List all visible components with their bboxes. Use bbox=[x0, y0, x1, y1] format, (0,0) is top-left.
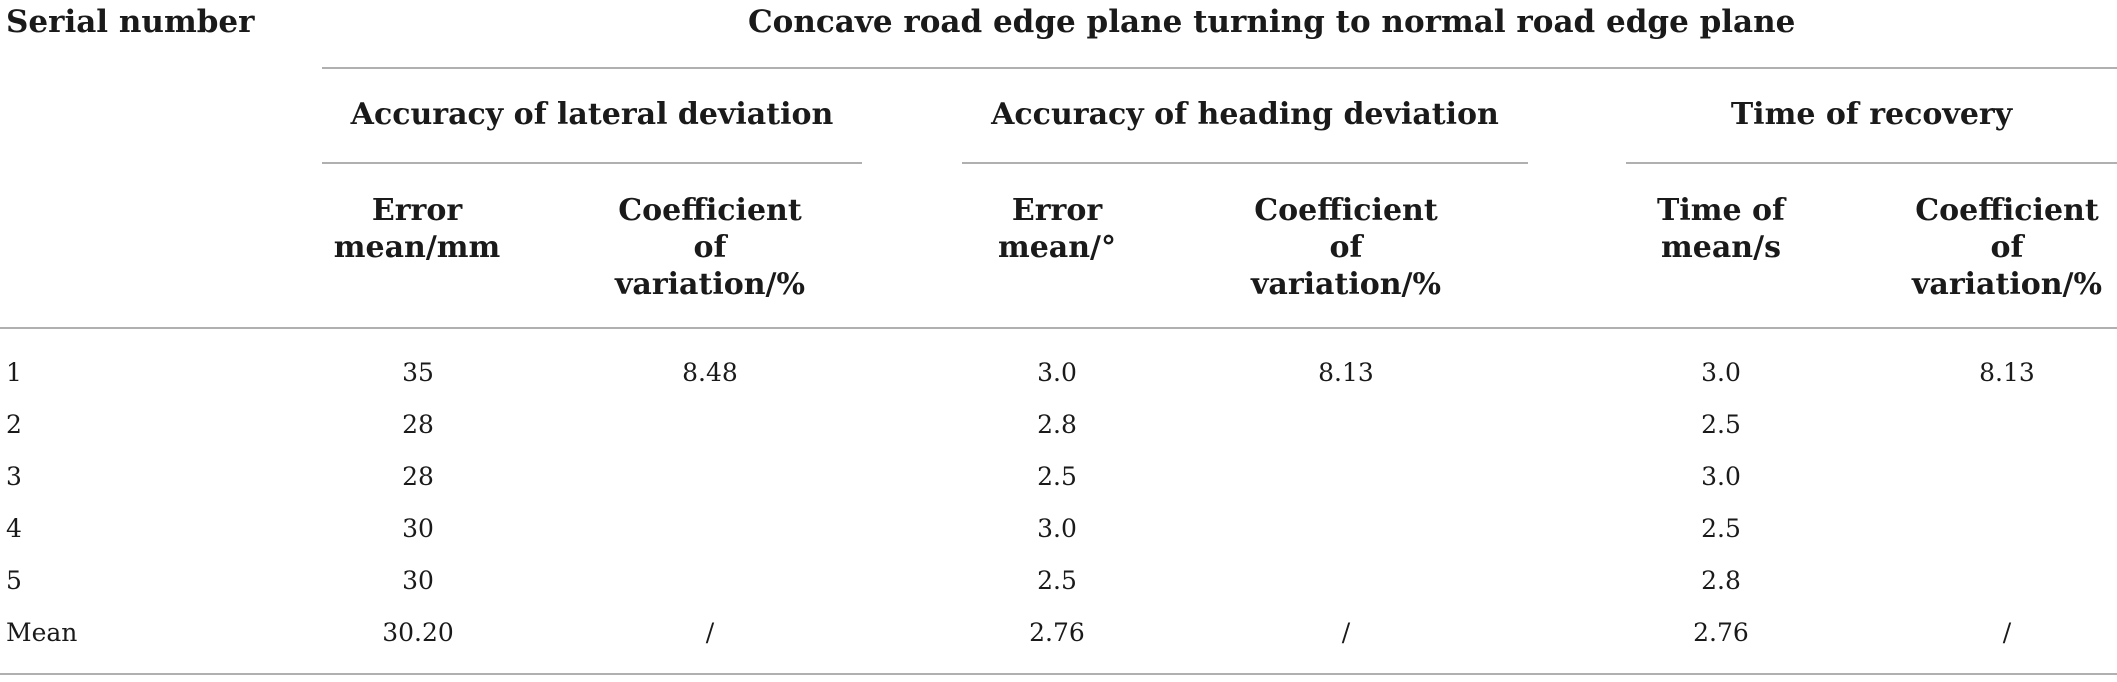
table-cell: 2.5 bbox=[1701, 410, 1741, 439]
col-header-heading-cv: Coefficient of variation/% bbox=[1250, 193, 1442, 302]
table-cell: 2.76 bbox=[1029, 618, 1085, 647]
table-cell: 30.20 bbox=[382, 618, 454, 647]
table-cell: 8.48 bbox=[682, 358, 738, 387]
row-label: 5 bbox=[6, 566, 22, 595]
table-cell: 2.76 bbox=[1693, 618, 1749, 647]
table-cell: / bbox=[2002, 618, 2012, 647]
col-header-heading-error: Error mean/° bbox=[997, 193, 1117, 265]
table-cell: 3.0 bbox=[1701, 462, 1741, 491]
row-label: 3 bbox=[6, 462, 22, 491]
recovery-rule bbox=[1626, 162, 2117, 164]
group-header-lateral: Accuracy of lateral deviation bbox=[350, 97, 834, 132]
table-cell: 3.0 bbox=[1037, 514, 1077, 543]
table-cell: 2.8 bbox=[1037, 410, 1077, 439]
group-header-recovery: Time of recovery bbox=[1730, 97, 2013, 132]
data-table: Serial number Concave road edge plane turning to normal road edge plane Accuracy of lateral deviation Accuracy of heading deviation Time of recovery Error mean/mm Coefficient of variation/% Error mean/° Coefficient of variation/% Time of mean/s Coefficient of variation/% 1 35 8.48 3.0 8.13 3.0 8.13 2 28 2.8 2.5 3 28 2.5 3.0 4 30 3.0 2.5 5 30 2.5 2.8 Mean 30.20 / 2.76 / 2.76 / bbox=[0, 0, 2117, 682]
row-label: 1 bbox=[6, 358, 22, 387]
table-cell: 30 bbox=[402, 566, 434, 595]
group-header-heading: Accuracy of heading deviation bbox=[991, 97, 1499, 132]
lateral-rule bbox=[322, 162, 862, 164]
serial-number-header: Serial number bbox=[6, 4, 255, 40]
table-cell: 28 bbox=[402, 410, 434, 439]
table-cell: 8.13 bbox=[1979, 358, 2035, 387]
table-cell: 30 bbox=[402, 514, 434, 543]
table-cell: 28 bbox=[402, 462, 434, 491]
table-cell: 3.0 bbox=[1701, 358, 1741, 387]
table-cell: 2.5 bbox=[1701, 514, 1741, 543]
col-header-lateral-cv: Coefficient of variation/% bbox=[614, 193, 806, 302]
table-cell: 35 bbox=[402, 358, 434, 387]
heading-rule bbox=[962, 162, 1528, 164]
header-bottom-rule bbox=[0, 327, 2117, 329]
table-cell: 2.8 bbox=[1701, 566, 1741, 595]
row-label: Mean bbox=[6, 618, 78, 647]
table-cell: 8.13 bbox=[1318, 358, 1374, 387]
col-header-lateral-error: Error mean/mm bbox=[333, 193, 501, 265]
table-cell: 2.5 bbox=[1037, 566, 1077, 595]
row-label: 2 bbox=[6, 410, 22, 439]
col-header-recovery-time: Time of mean/s bbox=[1657, 193, 1785, 265]
table-cell: / bbox=[1341, 618, 1351, 647]
row-label: 4 bbox=[6, 514, 22, 543]
col-header-recovery-cv: Coefficient of variation/% bbox=[1911, 193, 2103, 302]
table-cell: 2.5 bbox=[1037, 462, 1077, 491]
table-cell: / bbox=[705, 618, 715, 647]
table-bottom-rule bbox=[0, 673, 2117, 675]
table-cell: 3.0 bbox=[1037, 358, 1077, 387]
group-title-rule bbox=[322, 67, 2117, 69]
